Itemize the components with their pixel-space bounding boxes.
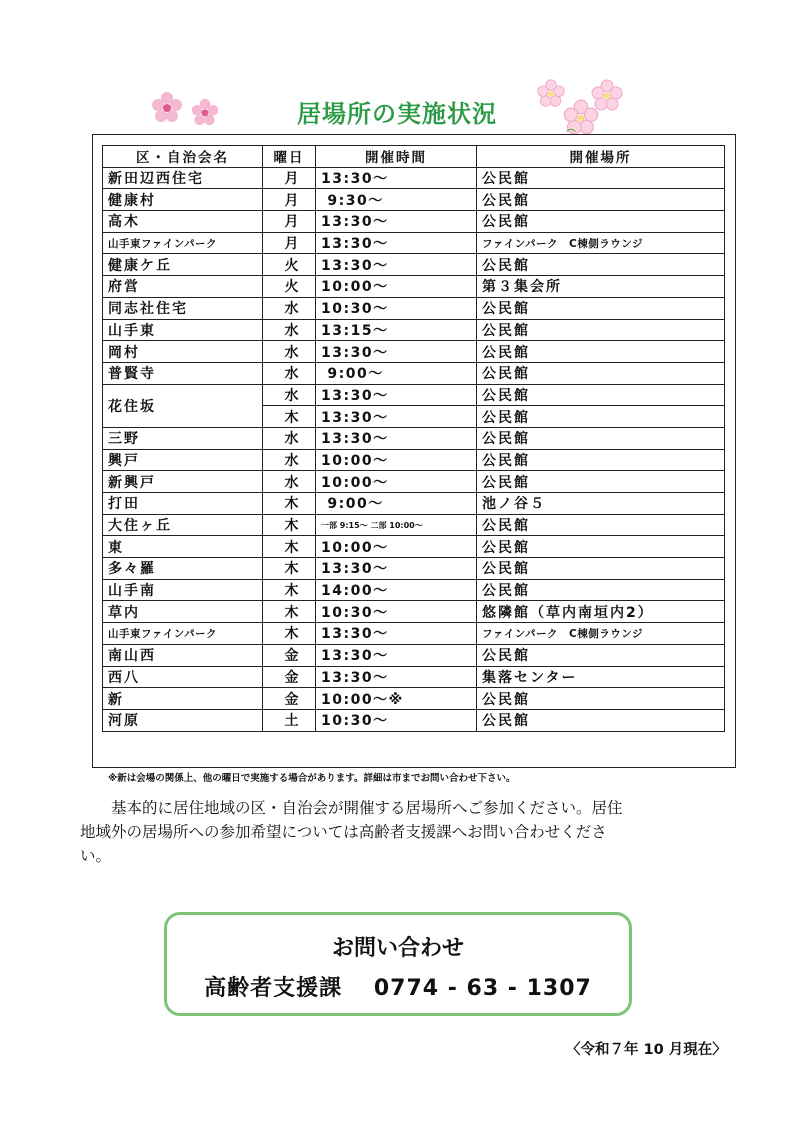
page-title: 居場所の実施状況 xyxy=(297,100,497,128)
venue-cell: 公民館 xyxy=(477,558,725,580)
table-row xyxy=(103,362,725,384)
paragraph-line: 基本的に居住地域の区・自治会が開催する居場所へご参加ください。居住 xyxy=(80,799,623,817)
time-cell: 10:00～ xyxy=(316,276,477,298)
area-name-cell: 東 xyxy=(103,536,263,558)
area-name-cell: 山手東ファインパーク xyxy=(103,623,263,645)
day-cell: 土 xyxy=(263,709,316,731)
time-cell: 10:00～ xyxy=(316,449,477,471)
day-cell: 水 xyxy=(263,449,316,471)
table-row xyxy=(103,709,725,731)
time-cell: 9:00～ xyxy=(316,362,477,384)
venue-cell: 公民館 xyxy=(477,536,725,558)
area-name-cell: 府営 xyxy=(103,276,263,298)
time-cell: 13:30～ xyxy=(316,558,477,580)
area-name-cell: 普賢寺 xyxy=(103,362,263,384)
venue-cell: 公民館 xyxy=(477,688,725,710)
day-cell: 水 xyxy=(263,319,316,341)
venue-cell: 池ノ谷５ xyxy=(477,493,725,515)
time-cell: 13:30～ xyxy=(316,211,477,233)
table-row xyxy=(103,167,725,189)
table-row xyxy=(103,623,725,645)
paragraph-line: い。 xyxy=(80,847,112,865)
contact-heading: お問い合わせ xyxy=(331,936,464,961)
time-cell: 9:30～ xyxy=(316,189,477,211)
area-name-cell: 新田辺西住宅 xyxy=(103,167,263,189)
time-cell: 13:30～ xyxy=(316,232,477,254)
contact-phone: 高齢者支援課 0774 - 63 - 1307 xyxy=(204,976,592,1001)
venue-cell: 公民館 xyxy=(477,297,725,319)
table-row xyxy=(103,319,725,341)
table-row xyxy=(103,254,725,276)
area-name-cell: 健康ケ丘 xyxy=(103,254,263,276)
table-row xyxy=(103,493,725,515)
table-row xyxy=(103,211,725,233)
venue-cell: 公民館 xyxy=(477,254,725,276)
area-name-cell: 山手東 xyxy=(103,319,263,341)
venue-cell: 公民館 xyxy=(477,319,725,341)
venue-cell: 公民館 xyxy=(477,341,725,363)
day-cell: 水 xyxy=(263,384,316,406)
time-cell: 9:00～ xyxy=(316,493,477,515)
area-name-cell: 同志社住宅 xyxy=(103,297,263,319)
venue-cell: 公民館 xyxy=(477,167,725,189)
day-cell: 火 xyxy=(263,276,316,298)
table-row xyxy=(103,189,725,211)
day-cell: 水 xyxy=(263,362,316,384)
area-name-cell: 大住ヶ丘 xyxy=(103,514,263,536)
time-cell: 10:30～ xyxy=(316,601,477,623)
venue-cell: 公民館 xyxy=(477,406,725,428)
venue-cell: 公民館 xyxy=(477,514,725,536)
time-cell: 13:30～ xyxy=(316,406,477,428)
table-row xyxy=(103,579,725,601)
area-name-cell: 打田 xyxy=(103,493,263,515)
venue-cell: ファインパーク C棟側ラウンジ xyxy=(477,623,725,645)
day-cell: 水 xyxy=(263,297,316,319)
area-name-cell: 健康村 xyxy=(103,189,263,211)
table-row xyxy=(103,449,725,471)
time-cell: 13:30～ xyxy=(316,427,477,449)
day-cell: 月 xyxy=(263,167,316,189)
time-cell: 10:00～※ xyxy=(316,688,477,710)
column-header-time: 開催時間 xyxy=(316,146,477,168)
day-cell: 金 xyxy=(263,644,316,666)
table-row xyxy=(103,341,725,363)
area-name-cell: 山手東ファインパーク xyxy=(103,232,263,254)
table-row xyxy=(103,232,725,254)
area-name-cell: 興戸 xyxy=(103,449,263,471)
time-cell: 13:30～ xyxy=(316,666,477,688)
info-paragraph xyxy=(80,796,730,868)
venue-cell: 公民館 xyxy=(477,709,725,731)
day-cell: 月 xyxy=(263,211,316,233)
day-cell: 木 xyxy=(263,514,316,536)
day-cell: 木 xyxy=(263,536,316,558)
table-row xyxy=(103,666,725,688)
contact-box xyxy=(164,912,632,1016)
day-cell: 木 xyxy=(263,558,316,580)
time-cell: 13:15～ xyxy=(316,319,477,341)
venue-cell: 公民館 xyxy=(477,189,725,211)
time-cell: 13:30～ xyxy=(316,644,477,666)
area-name-cell: 河原 xyxy=(103,709,263,731)
area-name-cell: 高木 xyxy=(103,211,263,233)
venue-cell: 公民館 xyxy=(477,384,725,406)
area-name-cell: 南山西 xyxy=(103,644,263,666)
venue-cell: 公民館 xyxy=(477,471,725,493)
table-row xyxy=(103,601,725,623)
area-name-cell: 岡村 xyxy=(103,341,263,363)
area-name-cell: 西八 xyxy=(103,666,263,688)
day-cell: 水 xyxy=(263,341,316,363)
venue-cell: ファインパーク C棟側ラウンジ xyxy=(477,232,725,254)
column-header-day: 曜日 xyxy=(263,146,316,168)
venue-cell: 公民館 xyxy=(477,362,725,384)
table-row xyxy=(103,297,725,319)
footnote: ※新は会場の関係上、他の曜日で実施する場合があります。詳細は市までお問い合わせ下さい。 xyxy=(108,773,516,784)
area-name-cell: 新 xyxy=(103,688,263,710)
schedule-table xyxy=(102,145,725,732)
time-cell: 13:30～ xyxy=(316,254,477,276)
time-cell: 14:00～ xyxy=(316,579,477,601)
as-of-date: 〈令和７年 10 月現在〉 xyxy=(566,1042,727,1058)
venue-cell: 第３集会所 xyxy=(477,276,725,298)
venue-cell: 悠隣館（草内南垣内2） xyxy=(477,601,725,623)
paragraph-line: 地域外の居場所への参加希望については高齢者支援課へお問い合わせくださ xyxy=(80,823,607,841)
venue-cell: 公民館 xyxy=(477,211,725,233)
venue-cell: 公民館 xyxy=(477,644,725,666)
venue-cell: 集落センター xyxy=(477,666,725,688)
time-cell: 13:30～ xyxy=(316,623,477,645)
area-name-cell: 多々羅 xyxy=(103,558,263,580)
day-cell: 木 xyxy=(263,579,316,601)
table-row xyxy=(103,688,725,710)
day-cell: 金 xyxy=(263,666,316,688)
time-cell: 13:30～ xyxy=(316,384,477,406)
area-name-cell: 三野 xyxy=(103,427,263,449)
venue-cell: 公民館 xyxy=(477,579,725,601)
day-cell: 月 xyxy=(263,189,316,211)
table-row xyxy=(103,471,725,493)
day-cell: 木 xyxy=(263,623,316,645)
table-row xyxy=(103,644,725,666)
table-row xyxy=(103,536,725,558)
day-cell: 水 xyxy=(263,471,316,493)
time-cell: 10:30～ xyxy=(316,709,477,731)
day-cell: 木 xyxy=(263,406,316,428)
day-cell: 金 xyxy=(263,688,316,710)
time-cell: 13:30～ xyxy=(316,341,477,363)
time-cell: 一部 9:15～ 二部 10:00～ xyxy=(316,514,477,536)
table-row xyxy=(103,276,725,298)
table-row xyxy=(103,384,725,406)
day-cell: 火 xyxy=(263,254,316,276)
table-row xyxy=(103,558,725,580)
area-name-cell: 新興戸 xyxy=(103,471,263,493)
day-cell: 木 xyxy=(263,493,316,515)
day-cell: 水 xyxy=(263,427,316,449)
column-header-area: 区・自治会名 xyxy=(103,146,263,168)
day-cell: 木 xyxy=(263,601,316,623)
area-name-cell: 草内 xyxy=(103,601,263,623)
table-header-row xyxy=(103,146,725,168)
day-cell: 月 xyxy=(263,232,316,254)
time-cell: 13:30～ xyxy=(316,167,477,189)
time-cell: 10:00～ xyxy=(316,536,477,558)
column-header-venue: 開催場所 xyxy=(477,146,725,168)
table-row xyxy=(103,427,725,449)
area-name-cell: 花住坂 xyxy=(103,384,263,427)
time-cell: 10:00～ xyxy=(316,471,477,493)
venue-cell: 公民館 xyxy=(477,427,725,449)
time-cell: 10:30～ xyxy=(316,297,477,319)
venue-cell: 公民館 xyxy=(477,449,725,471)
table-row xyxy=(103,514,725,536)
area-name-cell: 山手南 xyxy=(103,579,263,601)
